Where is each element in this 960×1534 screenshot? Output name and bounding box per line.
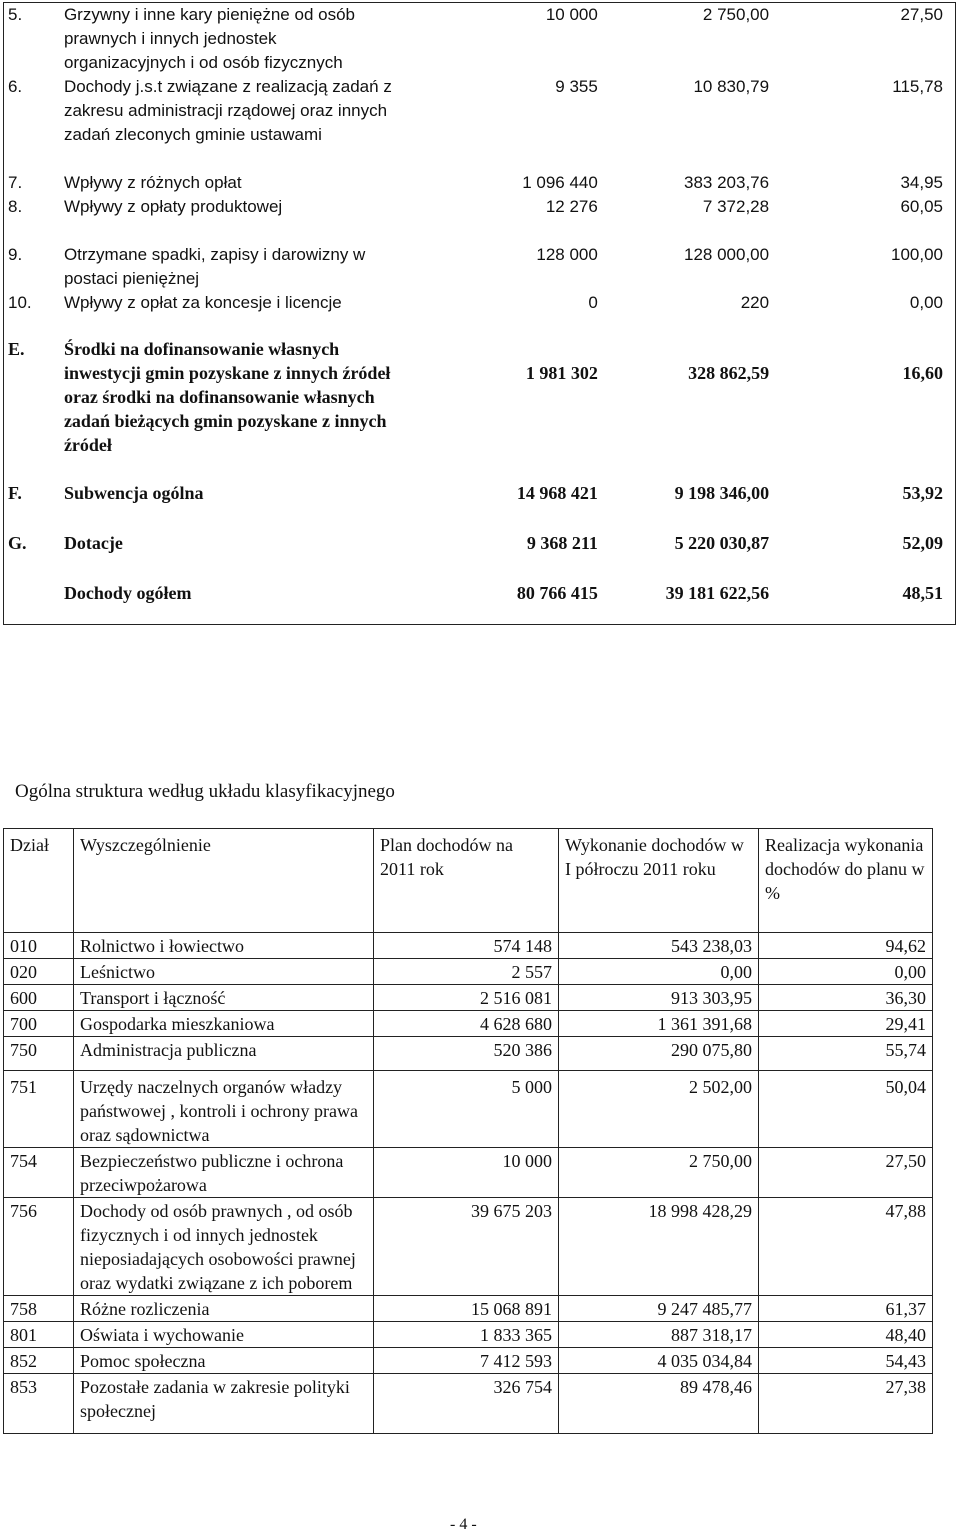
header-dzial: Dział [4, 829, 74, 933]
table-row: 8. Wpływy z opłaty produktowej 12 276 7 372,28 60,05 [8, 196, 943, 216]
header-plan: Plan dochodów na 2011 rok [374, 829, 559, 933]
header-exec: Wykonanie dochodów w I półroczu 2011 roku [559, 829, 759, 933]
table-row: 758 Różne rozliczenia 15 068 891 9 247 485,77 61,37 [4, 1296, 933, 1322]
revenue-summary-table [3, 2, 956, 625]
table-row: F. Subwencja ogólna 14 968 421 9 198 346,00 53,92 [8, 482, 943, 503]
row-index: 5. [8, 5, 23, 24]
table-row: 5. Grzywny i inne kary pieniężne od osób prawnych i innych jednostek organizacyjnych i od osób fizycznych 6. Dochody j.s.t związane z realizacją zadań z zakresu administracji rządowej oraz innych zadań zleconych gminie ustawami 10 000 9 355 2 750,00 10 830,79 27,50 115,78 [4, 3, 956, 171]
table-row: 852 Pomoc społeczna 7 412 593 4 035 034,84 54,43 [4, 1348, 933, 1374]
table-row: G. Dotacje 9 368 211 5 220 030,87 52,09 [8, 532, 943, 553]
table-row: 751 Urzędy naczelnych organów władzy państwowej , kontroli i ochrony prawa oraz sądownictwa 5 000 2 502,00 50,04 [4, 1071, 933, 1148]
table-row: 7. Wpływy z różnych opłat 1 096 440 383 203,76 34,95 [8, 172, 943, 192]
table-row: 10. Wpływy z opłat za koncesje i licencje 0 220 0,00 [8, 292, 943, 312]
header-name: Wyszczególnienie [74, 829, 374, 933]
table-header-row [4, 829, 933, 933]
classification-table [3, 828, 933, 1434]
table-row: 700 Gospodarka mieszkaniowa 4 628 680 1 361 391,68 29,41 [4, 1011, 933, 1037]
table-row: 750 Administracja publiczna 520 386 290 075,80 55,74 [4, 1037, 933, 1071]
section-title: Ogólna struktura według układu klasyfikacyjnego [15, 781, 395, 802]
table-row: E. Środki na dofinansowanie własnych inwestycji gmin pozyskane z innych źródeł oraz środki na dofinansowanie własnych zadań bieżących gmin pozyskane z innych źródeł 1 981 302 328 862,59 16,60 [8, 338, 943, 455]
table-row: 9. Otrzymane spadki, zapisy i darowizny w postaci pieniężnej 128 000 128 000,00 100,00 [8, 244, 943, 288]
table-row: 600 Transport i łączność 2 516 081 913 303,95 36,30 [4, 985, 933, 1011]
table-row: 801 Oświata i wychowanie 1 833 365 887 318,17 48,40 [4, 1322, 933, 1348]
table-row: 853 Pozostałe zadania w zakresie polityki społecznej 326 754 89 478,46 27,38 [4, 1374, 933, 1434]
row-label: Grzywny i inne kary pieniężne od osób prawnych i innych jednostek organizacyjnych i od osób fizycznych 6. Dochody j.s.t związane z realizacją zadań z zakresu administracji rządowej oraz innych zadań zleconych gminie ustawami [7, 5, 392, 144]
table-row: 020 Leśnictwo 2 557 0,00 0,00 [4, 959, 933, 985]
page-number: - 4 - [450, 1516, 477, 1533]
table-row: 010 Rolnictwo i łowiectwo 574 148 543 238,03 94,62 [4, 933, 933, 959]
header-pct: Realizacja wykonania dochodów do planu w % [759, 829, 933, 933]
table-row: 754 Bezpieczeństwo publiczne i ochrona przeciwpożarowa 10 000 2 750,00 27,50 [4, 1148, 933, 1198]
table-row: Dochody ogółem 80 766 415 39 181 622,56 48,51 [63, 582, 943, 603]
table-row: 756 Dochody od osób prawnych , od osób fizycznych i od innych jednostek nieposiadających osobowości prawnej oraz wydatki związane z ich poborem 39 675 203 18 998 428,29 47,88 [4, 1198, 933, 1296]
